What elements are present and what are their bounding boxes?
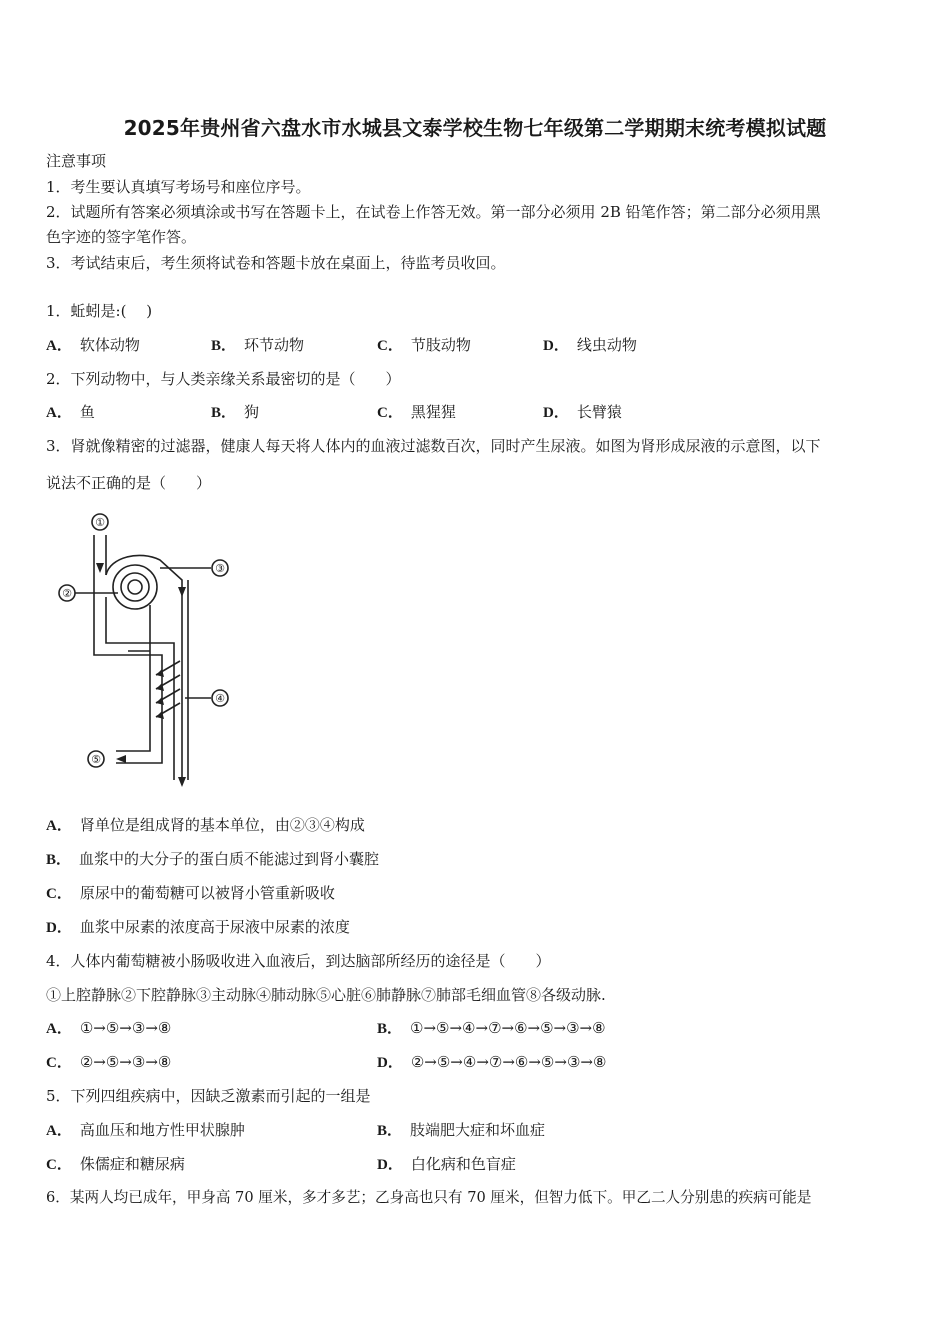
option-text: 肾单位是组成肾的基本单位，由②③④构成 (79, 816, 365, 834)
option-text: 线虫动物 (576, 336, 637, 354)
glomerulus (121, 573, 149, 601)
option-text: 侏儒症和糖尿病 (79, 1155, 185, 1173)
option-letter: B． (377, 1123, 403, 1139)
notice-item: 3．考试结束后，考生须将试卷和答题卡放在桌面上，待监考员收回。 (46, 254, 506, 272)
option-text: 白化病和色盲症 (410, 1155, 516, 1173)
glomerulus-inner (128, 580, 142, 594)
bowman-capsule (113, 565, 157, 609)
option-letter: D． (377, 1055, 403, 1071)
tubule-outer (106, 555, 182, 780)
option-letter: C． (46, 1157, 72, 1173)
option-letter: C． (46, 886, 72, 902)
figure-label-1: ① (95, 516, 105, 529)
option-c (46, 1052, 171, 1073)
question-stem: 2．下列动物中，与人类亲缘关系最密切的是（ ） (46, 370, 401, 388)
option-b (211, 402, 259, 423)
option-a (46, 1120, 245, 1141)
option-c (377, 335, 471, 356)
option-letter: C． (377, 338, 403, 354)
efferent-vessel (116, 605, 162, 763)
question-stem: 5．下列四组疾病中，因缺乏激素而引起的一组是 (46, 1087, 371, 1105)
option-letter: A． (46, 1123, 72, 1139)
option-c (46, 1154, 185, 1175)
arrow-head (178, 777, 186, 787)
option-letter: D． (543, 338, 569, 354)
option-letter: B． (211, 405, 237, 421)
option-text: 原尿中的葡萄糖可以被肾小管重新吸收 (79, 884, 335, 902)
option-text: ①→⑤→③→⑧ (79, 1019, 172, 1037)
tubule-left (94, 585, 162, 745)
figure-label-2: ② (62, 587, 72, 600)
option-text: ①→⑤→④→⑦→⑥→⑤→③→⑧ (410, 1019, 606, 1037)
option-letter: C． (46, 1055, 72, 1071)
option-d (46, 917, 350, 938)
option-text: ②→⑤→③→⑧ (79, 1053, 172, 1071)
option-text: 软体动物 (79, 336, 140, 354)
option-c (46, 883, 335, 904)
option-d (543, 402, 622, 423)
option-b (46, 849, 379, 870)
option-letter: A． (46, 818, 72, 834)
option-letter: B． (211, 338, 237, 354)
afferent-vessel (94, 535, 106, 585)
arrow-head (116, 755, 126, 763)
question-stem: 3．肾就像精密的过滤器，健康人每天将人体内的血液过滤数百次，同时产生尿液。如图为肾形成尿液的示意图，以下 (46, 437, 821, 455)
figure-label-3: ③ (215, 562, 225, 575)
option-d (543, 335, 637, 356)
option-text: 肢端肥大症和坏血症 (410, 1121, 546, 1139)
notice-item: 色字迹的签字笔作答。 (46, 228, 197, 246)
option-letter: A． (46, 405, 72, 421)
nephron-svg (50, 505, 240, 795)
option-letter: D． (46, 920, 72, 936)
option-text: 狗 (244, 403, 260, 421)
question-stem: 6．某两人均已成年，甲身高 70 厘米，多才多艺；乙身高也只有 70 厘米，但智力低下。甲乙二人分别患的疾病可能是 (46, 1189, 812, 1206)
question-stem: ①上腔静脉②下腔静脉③主动脉④肺动脉⑤心脏⑥肺静脉⑦肺部毛细血管⑧各级动脉. (46, 986, 606, 1004)
option-text: 环节动物 (244, 336, 305, 354)
notice-item: 2．试题所有答案必须填涂或书写在答题卡上，在试卷上作答无效。第一部分必须用 2B 铅笔作答；第二部分必须用黑 (46, 203, 821, 221)
kidney-nephron-diagram (50, 505, 240, 795)
arrow-head (96, 563, 104, 573)
option-text: 血浆中尿素的浓度高于尿液中尿素的浓度 (79, 918, 350, 936)
option-letter: B． (46, 852, 72, 868)
option-letter: D． (543, 405, 569, 421)
notice-item: 1．考生要认真填写考场号和座位序号。 (46, 178, 311, 196)
option-c (377, 402, 456, 423)
option-text: 黑猩猩 (410, 403, 456, 421)
option-d (377, 1154, 516, 1175)
option-text: 节肢动物 (410, 336, 471, 354)
option-b (377, 1018, 606, 1039)
option-d (377, 1052, 606, 1073)
option-text: 高血压和地方性甲状腺肿 (79, 1121, 245, 1139)
page-title: 2025年贵州省六盘水市水城县文泰学校生物七年级第二学期期末统考模拟试题 (123, 116, 827, 140)
tubule-inner (106, 597, 174, 780)
option-text: 鱼 (79, 403, 95, 421)
option-a (46, 815, 365, 836)
option-a (46, 335, 140, 356)
option-text: 血浆中的大分子的蛋白质不能滤过到肾小囊腔 (79, 850, 380, 868)
notice-heading: 注意事项 (46, 152, 107, 170)
option-text: 长臂猿 (576, 403, 622, 421)
arrow-head (178, 587, 186, 597)
option-letter: C． (377, 405, 403, 421)
option-letter: D． (377, 1157, 403, 1173)
option-letter: A． (46, 338, 72, 354)
figure-label-5: ⑤ (91, 753, 101, 766)
question-stem: 1．蚯蚓是:( ) (46, 302, 153, 320)
option-b (211, 335, 304, 356)
option-b (377, 1120, 545, 1141)
option-a (46, 1018, 171, 1039)
option-text: ②→⑤→④→⑦→⑥→⑤→③→⑧ (410, 1053, 607, 1071)
question-stem: 4．人体内葡萄糖被小肠吸收进入血液后，到达脑部所经历的途径是（ ） (46, 952, 551, 970)
option-letter: B． (377, 1021, 403, 1037)
question-stem: 说法不正确的是（ ） (46, 474, 212, 492)
option-letter: A． (46, 1021, 72, 1037)
option-a (46, 402, 95, 423)
figure-label-4: ④ (215, 692, 225, 705)
